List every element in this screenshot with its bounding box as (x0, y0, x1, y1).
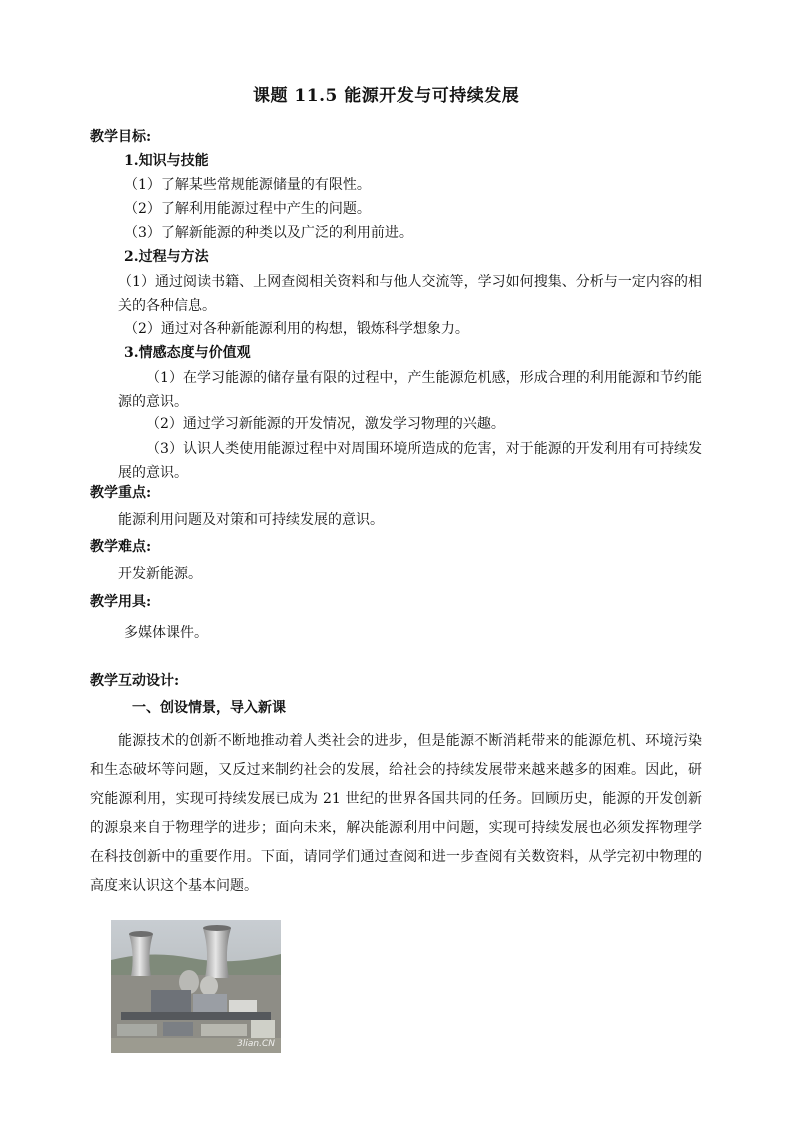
page-title: 课题 11.5 能源开发与可持续发展 (253, 86, 520, 106)
section-2-heading: 2.过程与方法 (124, 249, 209, 265)
design-heading: 教学互动设计: (90, 673, 180, 689)
tools-text: 多媒体课件。 (124, 625, 208, 641)
intro-paragraph: 能源技术的创新不断地推动着人类社会的进步，但是能源不断消耗带来的能源危机、环境污染和生态破坏等问题，又反过来制约社会的发展，给社会的持续发展带来越来越多的困难。因此，研究能源利用，实现可持续发展已成为 21 世纪的世界各国共同的任务。回顾历史，能源的开发创新的源泉来自于物理学的进步；面向未来，解决能源利用中问题，实现可持续发展也必须发挥物理学在科技创新中的重要作用。下面，请同学们通过查阅和进一步查阅有关数资料，从学完初中物理的高度来认识这个基本问题。 (90, 733, 702, 894)
section-3-item-2: （2）通过学习新能源的开发情况，激发学习物理的兴趣。 (146, 416, 505, 432)
key-points-heading: 教学重点: (90, 485, 152, 501)
tools-heading: 教学用具: (90, 594, 152, 610)
photo-watermark: 3lian.CN (237, 1039, 275, 1049)
section-1-item-1: （1）了解某些常规能源储量的有限性。 (124, 177, 371, 193)
section-1-item-2: （2）了解利用能源过程中产生的问题。 (124, 201, 371, 217)
section-3-item-1: （1）在学习能源的储存量有限的过程中，产生能源危机感，形成合理的利用能源和节约能源的意识。 (118, 370, 702, 410)
section-2-item-2: （2）通过对各种新能源利用的构想，锻炼科学想象力。 (124, 321, 469, 337)
cooling-tower-image (111, 920, 281, 1053)
section-1-heading: 1.知识与技能 (124, 153, 209, 169)
power-plant-photo (111, 920, 281, 1053)
section-2-item-1: （1）通过阅读书籍、上网查阅相关资料和与他人交流等，学习如何搜集、分析与一定内容的相关的各种信息。 (118, 274, 702, 314)
part-1-heading: 一、创设情景，导入新课 (132, 700, 286, 716)
difficulty-heading: 教学难点: (90, 539, 152, 555)
section-1-item-3: （3）了解新能源的种类以及广泛的利用前进。 (124, 225, 413, 241)
difficulty-text: 开发新能源。 (118, 566, 202, 582)
section-3-heading: 3.情感态度与价值观 (124, 345, 251, 361)
goals-heading: 教学目标: (90, 129, 152, 145)
key-points-text: 能源利用问题及对策和可持续发展的意识。 (118, 512, 384, 528)
section-3-item-3: （3）认识人类使用能源过程中对周围环境所造成的危害，对于能源的开发利用有可持续发展的意识。 (118, 441, 702, 481)
